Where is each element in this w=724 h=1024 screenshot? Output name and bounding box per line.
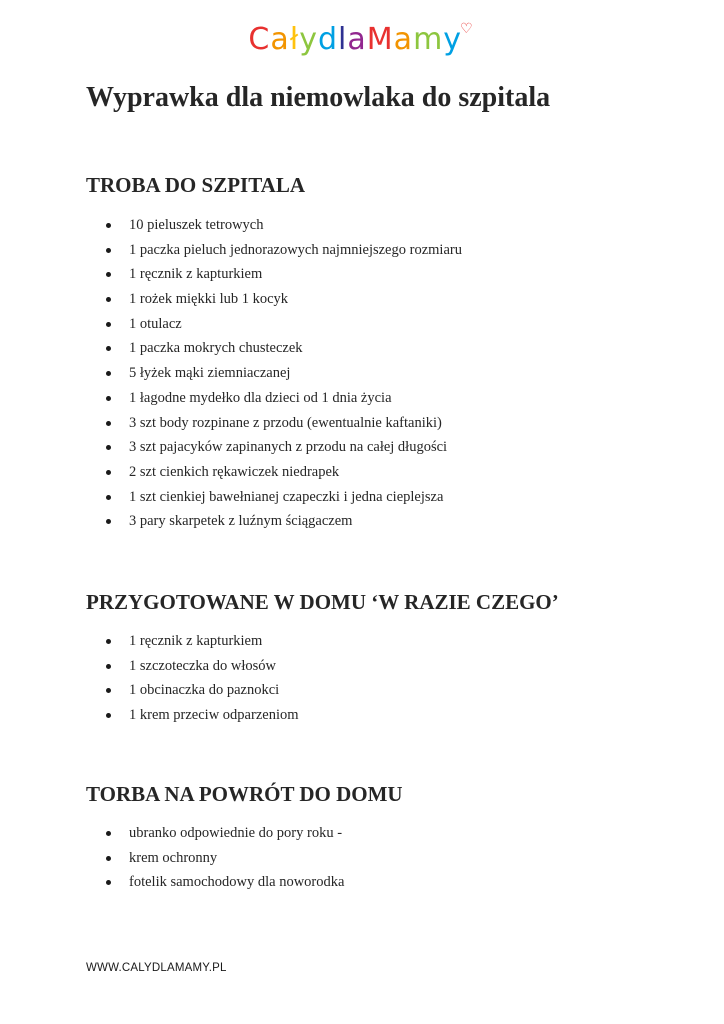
bullet-icon xyxy=(106,346,111,351)
bullet-icon xyxy=(106,421,111,426)
bullet-icon xyxy=(106,445,111,450)
section-title-return-home: TORBA NA POWRÓT DO DOMU xyxy=(86,782,403,806)
logo-letter: C xyxy=(248,22,271,57)
bullet-icon xyxy=(106,470,111,475)
logo-letter: y xyxy=(299,22,318,57)
document-title: Wyprawka dla niemowlaka do szpitala xyxy=(86,82,551,113)
bullet-icon xyxy=(106,713,111,718)
bullet-icon xyxy=(106,880,111,885)
bullet-icon xyxy=(106,223,111,228)
bullet-icon xyxy=(106,495,111,500)
logo-letter: m xyxy=(413,22,444,57)
logo-letter: ł xyxy=(289,22,300,57)
logo-letter: l xyxy=(338,22,348,57)
bullet-icon xyxy=(106,248,111,253)
logo-wordmark xyxy=(248,22,462,57)
bullet-icon xyxy=(106,371,111,376)
bullet-icon xyxy=(106,297,111,302)
logo-letter: a xyxy=(347,22,367,57)
section-title-at-home: PRZYGOTOWANE W DOMU ‘W RAZIE CZEGO’ xyxy=(86,590,559,614)
heart-icon: ♡ xyxy=(460,21,474,37)
bullet-icon xyxy=(106,639,111,644)
bullet-icon xyxy=(106,322,111,327)
bullet-icon xyxy=(106,664,111,669)
logo-letter: d xyxy=(318,22,339,57)
bullet-icon xyxy=(106,396,111,401)
logo-letter: a xyxy=(393,22,414,57)
bullet-icon xyxy=(106,688,111,693)
bullet-icon xyxy=(106,519,111,524)
site-logo xyxy=(0,20,724,65)
logo-letter: y xyxy=(443,22,463,57)
bullet-icon xyxy=(106,856,111,861)
bullet-icon xyxy=(106,831,111,836)
footer-url[interactable]: WWW.CALYDLAMAMY.PL xyxy=(86,962,227,974)
section-title-hospital-bag: TROBA DO SZPITALA xyxy=(86,173,305,197)
bullet-icon xyxy=(106,272,111,277)
logo-letter: a xyxy=(270,22,290,57)
logo-letter: M xyxy=(366,22,394,57)
